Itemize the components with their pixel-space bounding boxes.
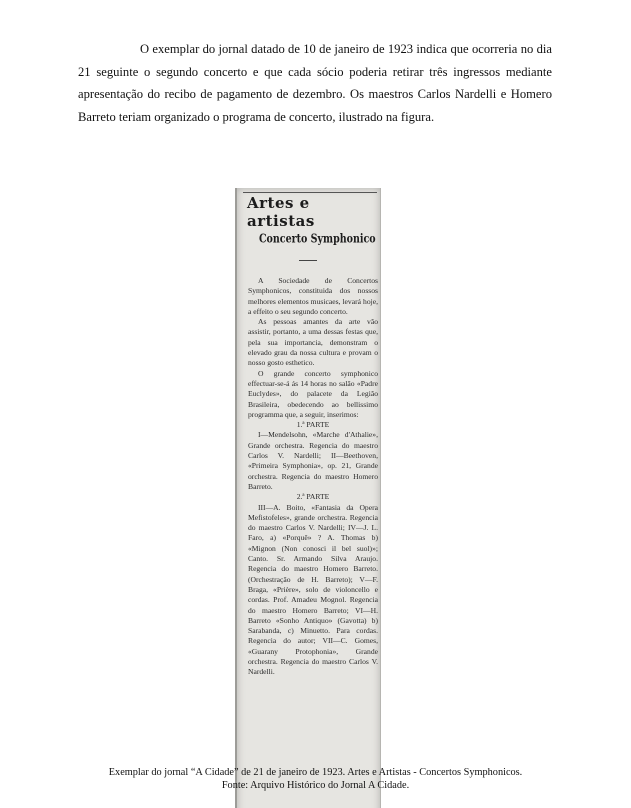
clipping-paragraph: A Sociedade de Concertos Symphonicos, constituida dos nossos melhores elementos musicaes, levará hoje, a effeito o seu segundo concerto. — [248, 276, 378, 316]
clipping-masthead: Artes e artistas — [247, 194, 315, 230]
clipping-paragraph: O grande concerto symphonico effectuar-se-á ás 14 horas no salão «Padre Euclydes», do palacete da Legião Brasileira, obedecendo ao bellissimo programma que, a seguir, inserimos: — [248, 368, 378, 419]
newspaper-clipping-image — [235, 188, 381, 808]
clipping-top-rule — [243, 192, 377, 193]
clipping-part2-text: III—A. Boito, «Fantasia da Opera Mefistofeles», grande orchestra. Regencia do maestro Carlos V. Nardelli; IV—J. L. Faro, a) «Porquê» ? A. Thomas b) «Mignon (Non conosci il bel suol)»; Canto. Sr. Armando Silva Araujo. Regencia do maestro Homero Barreto. (Orchestração de H. Barreto); V—F. Braga, «Prière», solo de violoncello e cordas. Prof. Amadeu Mognol. Regencia do maestro Homero Barreto; VI—H. Barreto «Sonho Antiquo» (Gavotta) b) Sarabanda, c) Minuetto. Para cordas. Regencia do autor; VII—C. Gomes, «Guarany Protophonia», Grande orchestra. Regencia do maestro Carlos V. Nardelli. — [248, 502, 378, 677]
clipping-part1-heading: 1.ª PARTE — [296, 420, 330, 430]
clipping-paragraph: As pessoas amantes da arte vão assistir, portanto, a uma dessas festas que, pela sua importancia, demonstram o elevado grau da nossa cultura e provam o nosso gosto esthetico. — [248, 317, 378, 368]
caption-source: Fonte: Arquivo Histórico do Jornal A Cidade. — [221, 780, 410, 791]
clipping-part2-heading: 2.ª PARTE — [296, 492, 330, 502]
intro-paragraph: O exemplar do jornal datado de 10 de janeiro de 1923 indica que ocorreria no dia 21 seguinte o segundo concerto e que cada sócio poderia retirar três ingressos mediante apresentação do recibo de pagamento de dezembro. Os maestros Carlos Nardelli e Homero Barreto teriam organizado o programa de concerto, ilustrado na figura. — [78, 42, 552, 124]
clipping-body — [248, 276, 378, 678]
clipping-headline: Concerto Symphonico — [259, 232, 376, 247]
caption-line-1: Exemplar do jornal “A Cidade” de 21 de janeiro de 1923. Artes e Artistas - Concertos Symphonicos. — [108, 767, 523, 778]
clipping-part1-text: I—Mendelsohn, «Marche d'Athalie», Grande orchestra. Regencia do maestro Carlos V. Nardelli; II—Beethoven, «Primeira Symphonia», op. 21, Grande orchestra. Regencia do maestro Homero Barreto. — [248, 430, 378, 491]
figure-caption — [0, 766, 631, 792]
intro-text — [78, 38, 552, 128]
clipping-divider — [299, 260, 317, 261]
